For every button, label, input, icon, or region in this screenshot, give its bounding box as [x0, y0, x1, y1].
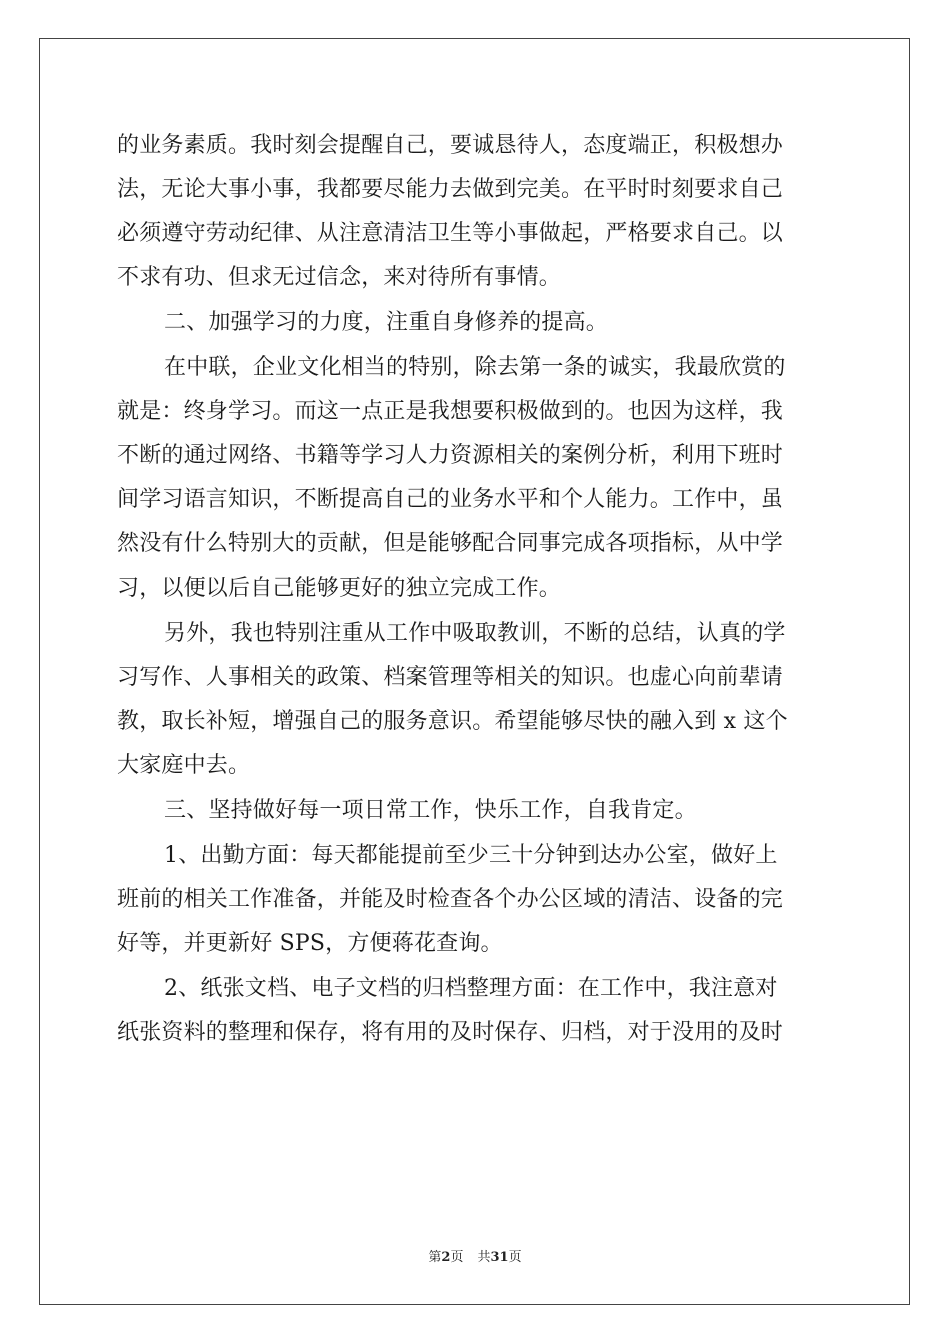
text-line: 习，以便以后自己能够更好的独立完成工作。 — [117, 576, 562, 601]
text-line: 纸张资料的整理和保存，将有用的及时保存、归档，对于没用的及时 — [117, 1020, 784, 1045]
text-line: 的业务素质。我时刻会提醒自己，要诚恳待人，态度端正，积极想办 — [117, 133, 784, 158]
paragraph-start: 1、出勤方面：每天都能提前至少三十分钟到达办公室，做好上 — [164, 843, 778, 868]
section-heading: 三、坚持做好每一项日常工作，快乐工作，自我肯定。 — [164, 798, 697, 823]
page-prefix: 第 — [428, 1250, 442, 1265]
total-prefix: 共 — [477, 1250, 491, 1265]
text-line: 法，无论大事小事，我都要尽能力去做到完美。在平时时刻要求自己 — [117, 177, 784, 202]
paragraph-start: 在中联，企业文化相当的特别，除去第一条的诚实，我最欣赏的 — [164, 355, 786, 380]
text-line: 好等，并更新好 SPS，方便蒋花查询。 — [117, 931, 503, 956]
text-line: 必须遵守劳动纪律、从注意清洁卫生等小事做起，严格要求自己。以 — [117, 221, 784, 246]
text-line: 然没有什么特别大的贡献，但是能够配合同事完成各项指标，从中学 — [117, 531, 784, 556]
text-line: 不断的通过网络、书籍等学习人力资源相关的案例分析，利用下班时 — [117, 443, 784, 468]
page-footer — [0, 1249, 950, 1267]
total-suffix: 页 — [508, 1250, 522, 1265]
paragraph-start: 2、纸张文档、电子文档的归档整理方面：在工作中，我注意对 — [164, 976, 778, 1001]
text-line: 间学习语言知识，不断提高自己的业务水平和个人能力。工作中，虽 — [117, 487, 784, 512]
section-heading: 二、加强学习的力度，注重自身修养的提高。 — [164, 310, 609, 335]
text-line: 习写作、人事相关的政策、档案管理等相关的知识。也虚心向前辈请 — [117, 665, 784, 690]
page-suffix: 页 — [450, 1250, 464, 1265]
text-line: 不求有功、但求无过信念，来对待所有事情。 — [117, 265, 562, 290]
text-line: 班前的相关工作准备，并能及时检查各个办公区域的清洁、设备的完 — [117, 887, 784, 912]
paragraph-start: 另外，我也特别注重从工作中吸取教训，不断的总结，认真的学 — [164, 621, 786, 646]
page-number: 2 — [441, 1250, 451, 1265]
text-line: 就是：终身学习。而这一点正是我想要积极做到的。也因为这样，我 — [117, 399, 784, 424]
text-line: 大家庭中去。 — [117, 753, 251, 778]
text-line: 教，取长补短，增强自己的服务意识。希望能够尽快的融入到 x 这个 — [117, 709, 788, 734]
total-pages: 31 — [490, 1250, 509, 1265]
